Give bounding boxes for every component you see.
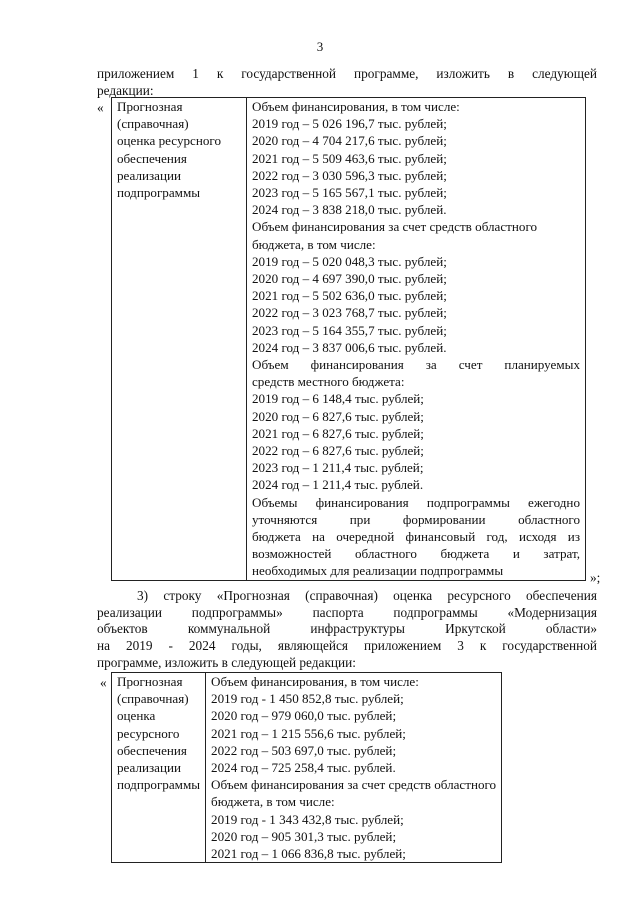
intro-line: редакции: xyxy=(97,82,154,98)
value-line: 2022 год – 3 023 768,7 тыс. рублей; xyxy=(252,305,447,321)
value-line: 2022 год – 503 697,0 тыс. рублей; xyxy=(211,742,397,758)
value-line: 2024 год – 3 837 006,6 тыс. рублей. xyxy=(252,339,447,355)
value-line: 2020 год – 6 827,6 тыс. рублей; xyxy=(252,408,424,424)
label-line: подпрограммы xyxy=(117,185,201,201)
label-line: Прогнозная xyxy=(117,99,183,114)
value-line: 2024 год – 1 211,4 тыс. рублей. xyxy=(252,477,424,493)
table1-label-cell xyxy=(112,98,247,581)
value-line: 2021 год – 5 509 463,6 тыс. рублей; xyxy=(252,150,447,166)
value-line: бюджета, в том числе: xyxy=(211,794,335,810)
value-line: уточняются при формировании областного xyxy=(252,511,580,527)
paragraph-3 xyxy=(97,588,597,672)
value-line: 2021 год – 1 066 836,8 тыс. рублей; xyxy=(211,846,406,862)
label-line: реализации xyxy=(117,167,181,183)
value-line: бюджета, в том числе: xyxy=(252,236,376,252)
label-line: Прогнозная xyxy=(117,674,183,689)
value-line: 2019 год – 5 020 048,3 тыс. рублей; xyxy=(252,253,447,269)
label-line: оценка xyxy=(117,708,156,724)
financing-table-1 xyxy=(111,97,586,581)
paragraph-line: на 2019 - 2024 годы, являющейся приложением 3 к государственной xyxy=(97,638,597,654)
value-line: 2024 год – 3 838 218,0 тыс. рублей. xyxy=(252,202,447,218)
value-line: 2023 год – 5 165 567,1 тыс. рублей; xyxy=(252,185,447,201)
label-line: подпрограммы xyxy=(117,777,201,793)
value-line: Объем финансирования, в том числе: xyxy=(211,674,419,689)
value-line: 2019 год - 1 343 432,8 тыс. рублей; xyxy=(211,811,404,827)
paragraph-line: объектов коммунальной инфраструктуры Иркутской области» xyxy=(97,621,597,637)
label-line: реализации xyxy=(117,760,181,776)
label-line: обеспечения xyxy=(117,150,187,166)
value-line: 2020 год – 979 060,0 тыс. рублей; xyxy=(211,708,397,724)
table2-label-cell xyxy=(112,673,206,863)
paragraph-line: программе, изложить в следующей редакции: xyxy=(97,654,356,670)
value-line: 2020 год – 4 697 390,0 тыс. рублей; xyxy=(252,271,447,287)
opening-quote: « xyxy=(97,100,104,115)
value-line: 2022 год – 3 030 596,3 тыс. рублей; xyxy=(252,167,447,183)
opening-quote-2: « xyxy=(100,675,107,690)
closing-quote: »; xyxy=(590,570,601,585)
label-line: (справочная) xyxy=(117,691,189,707)
value-line: 2019 год – 6 148,4 тыс. рублей; xyxy=(252,391,424,407)
value-line: бюджета на очередной финансовый год, исходя из xyxy=(252,529,580,545)
value-line: возможностей областного бюджета и затрат, xyxy=(252,546,580,562)
value-line: Объем финансирования за счет средств областного xyxy=(211,777,497,793)
value-line: необходимых для реализации подпрограммы xyxy=(252,563,504,579)
value-line: 2023 год – 1 211,4 тыс. рублей; xyxy=(252,460,424,476)
label-line: обеспечения xyxy=(117,742,187,758)
value-line: 2023 год – 5 164 355,7 тыс. рублей; xyxy=(252,322,447,338)
value-line: 2019 год – 5 026 196,7 тыс. рублей; xyxy=(252,116,447,132)
table2-value-cell xyxy=(206,673,502,863)
value-line: 2020 год – 4 704 217,6 тыс. рублей; xyxy=(252,133,447,149)
label-line: (справочная) xyxy=(117,116,189,132)
paragraph-line: 3) строку «Прогнозная (справочная) оценка ресурсного обеспечения xyxy=(137,588,597,603)
value-line: 2021 год – 5 502 636,0 тыс. рублей; xyxy=(252,288,447,304)
value-line: 2020 год – 905 301,3 тыс. рублей; xyxy=(211,828,397,844)
paragraph-line: реализации подпрограммы» паспорта подпрограммы «Модернизация xyxy=(97,604,597,620)
value-line: средств местного бюджета: xyxy=(252,374,405,390)
intro-paragraph xyxy=(97,66,597,99)
label-line: оценка ресурсного xyxy=(117,133,221,149)
value-line: Объем финансирования, в том числе: xyxy=(252,99,460,114)
intro-line: приложением 1 к государственной программе, изложить в следующей xyxy=(97,66,597,81)
value-line: Объемы финансирования подпрограммы ежегодно xyxy=(252,494,580,510)
value-line: Объем финансирования за счет средств областного xyxy=(252,219,538,235)
value-line: 2022 год – 6 827,6 тыс. рублей; xyxy=(252,443,424,459)
value-line: 2019 год - 1 450 852,8 тыс. рублей; xyxy=(211,691,404,707)
page-number: 3 xyxy=(316,39,324,54)
value-line: 2021 год – 6 827,6 тыс. рублей; xyxy=(252,425,424,441)
label-line: ресурсного xyxy=(117,725,180,741)
table1-value-cell xyxy=(247,98,586,581)
financing-table-2 xyxy=(111,672,502,863)
value-line: Объем финансирования за счет планируемых xyxy=(252,357,580,373)
value-line: 2021 год – 1 215 556,6 тыс. рублей; xyxy=(211,725,406,741)
value-line: 2024 год – 725 258,4 тыс. рублей. xyxy=(211,760,396,776)
